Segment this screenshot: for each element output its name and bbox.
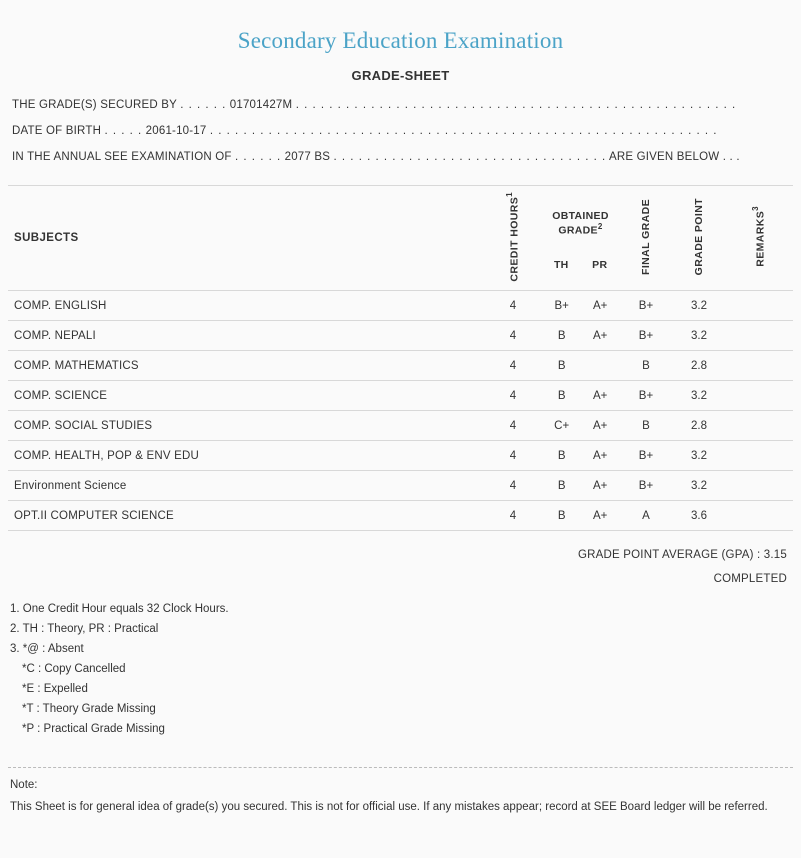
table-row: [8, 471, 793, 501]
obtained-grade-sup: 2: [597, 222, 603, 231]
obtained-grade-label-wrap: [542, 210, 619, 237]
table-header-row: [8, 186, 793, 291]
identity-dots-3b: . . . . . . . . . . . . . . . . . . . . . . . . . . . . . . . . .: [333, 151, 607, 163]
page-title: Secondary Education Examination: [237, 28, 564, 53]
cell-remarks: [725, 501, 793, 531]
identity-line-name: [8, 99, 793, 111]
cell-credit-hours: 4: [484, 471, 542, 501]
note-theory-missing: *T : Theory Grade Missing: [22, 703, 156, 715]
cell-remarks: [725, 411, 793, 441]
obtained-grade-label: OBTAINED GRADE: [552, 210, 609, 237]
note-absent: 3. *@ : Absent: [10, 643, 84, 655]
cell-credit-hours: 4: [484, 381, 542, 411]
column-header-final-grade: [619, 186, 673, 291]
table-row: [8, 441, 793, 471]
column-header-th: TH: [553, 258, 569, 271]
date-of-birth-value: 2061-10-17: [145, 125, 207, 137]
cell-theory-grade: B: [542, 351, 581, 381]
identity-line-exam: [8, 151, 793, 163]
identity-dots-3a: . . . . . .: [235, 151, 282, 163]
table-row: [8, 291, 793, 321]
column-header-obtained-grade: [542, 186, 619, 291]
cell-final-grade: B: [619, 411, 673, 441]
cell-subject: COMP. HEALTH, POP & ENV EDU: [8, 441, 484, 471]
cell-credit-hours: 4: [484, 321, 542, 351]
credit-hours-sup: 1: [505, 191, 515, 197]
note-th-pr: 2. TH : Theory, PR : Practical: [10, 623, 159, 635]
cell-grade-point: 2.8: [673, 351, 725, 381]
footer-divider: [8, 767, 793, 768]
cell-final-grade: B+: [619, 471, 673, 501]
cell-practical-grade: A+: [581, 501, 619, 531]
cell-practical-grade: A+: [581, 291, 619, 321]
exam-year-value: 2077 BS: [284, 151, 331, 163]
cell-grade-point: 3.2: [673, 471, 725, 501]
cell-remarks: [725, 291, 793, 321]
remarks-sup: 3: [751, 206, 761, 211]
cell-subject: COMP. NEPALI: [8, 321, 484, 351]
identity-dots-1a: . . . . . .: [180, 99, 227, 111]
final-grade-label: FINAL GRADE: [639, 198, 652, 275]
grades-table-head: [8, 186, 793, 291]
cell-practical-grade: A+: [581, 321, 619, 351]
note-credit-hour: 1. One Credit Hour equals 32 Clock Hours.: [10, 603, 229, 615]
cell-remarks: [725, 321, 793, 351]
cell-practical-grade: [581, 351, 619, 381]
column-header-grade-point: [673, 186, 725, 291]
table-row: [8, 501, 793, 531]
cell-subject: COMP. ENGLISH: [8, 291, 484, 321]
cell-remarks: [725, 471, 793, 501]
column-header-credit-hours: [484, 186, 542, 291]
cell-theory-grade: C+: [542, 411, 581, 441]
cell-remarks: [725, 381, 793, 411]
identity-label-dob: DATE OF BIRTH: [12, 125, 102, 137]
identity-label-name: THE GRADE(S) SECURED BY: [12, 99, 177, 111]
cell-grade-point: 3.2: [673, 441, 725, 471]
identity-dots-1b: . . . . . . . . . . . . . . . . . . . . . . . . . . . . . . . . . . . . . . . . . . . . . . . . . . . . .: [295, 99, 737, 111]
identity-line-dob: [8, 125, 793, 137]
table-row: [8, 351, 793, 381]
cell-theory-grade: B: [542, 381, 581, 411]
cell-grade-point: 3.6: [673, 501, 725, 531]
identity-tail-text: ARE GIVEN BELOW . . .: [608, 151, 740, 163]
cell-subject: Environment Science: [8, 471, 484, 501]
cell-final-grade: B+: [619, 381, 673, 411]
cell-remarks: [725, 441, 793, 471]
table-row: [8, 411, 793, 441]
cell-final-grade: B+: [619, 441, 673, 471]
cell-credit-hours: 4: [484, 501, 542, 531]
gpa-summary: GRADE POINT AVERAGE (GPA) : 3.15: [578, 549, 787, 561]
cell-credit-hours: 4: [484, 291, 542, 321]
note-copy-cancelled: *C : Copy Cancelled: [22, 663, 126, 675]
cell-theory-grade: B+: [542, 291, 581, 321]
identity-dots-2b: . . . . . . . . . . . . . . . . . . . . . . . . . . . . . . . . . . . . . . . . . . . . . . . . . . . . . . . . . . . . .: [209, 125, 718, 137]
identity-dots-2a: . . . . .: [104, 125, 143, 137]
cell-theory-grade: B: [542, 321, 581, 351]
cell-theory-grade: B: [542, 441, 581, 471]
cell-practical-grade: A+: [581, 441, 619, 471]
cell-grade-point: 3.2: [673, 291, 725, 321]
cell-practical-grade: A+: [581, 471, 619, 501]
credit-hours-label: CREDIT HOURS: [508, 196, 521, 282]
table-row: [8, 321, 793, 351]
note-practical-missing: *P : Practical Grade Missing: [22, 723, 165, 735]
symbol-number-value: 01701427M: [229, 99, 293, 111]
grade-point-label: GRADE POINT: [692, 197, 705, 276]
cell-credit-hours: 4: [484, 441, 542, 471]
cell-grade-point: 2.8: [673, 411, 725, 441]
column-header-subjects: SUBJECTS: [8, 186, 484, 291]
cell-subject: COMP. SOCIAL STUDIES: [8, 411, 484, 441]
footer-note-label: Note:: [10, 779, 38, 791]
legend-notes: [8, 599, 793, 739]
cell-subject: OPT.II COMPUTER SCIENCE: [8, 501, 484, 531]
obtained-grade-subheaders: [542, 259, 619, 271]
cell-remarks: [725, 351, 793, 381]
identity-label-exam: IN THE ANNUAL SEE EXAMINATION OF: [12, 151, 232, 163]
cell-practical-grade: A+: [581, 381, 619, 411]
cell-grade-point: 3.2: [673, 381, 725, 411]
cell-final-grade: B+: [619, 291, 673, 321]
column-header-remarks: [725, 186, 793, 291]
cell-practical-grade: A+: [581, 411, 619, 441]
cell-theory-grade: B: [542, 471, 581, 501]
cell-credit-hours: 4: [484, 411, 542, 441]
cell-subject: COMP. SCIENCE: [8, 381, 484, 411]
cell-theory-grade: B: [542, 501, 581, 531]
completion-status: COMPLETED: [713, 573, 787, 585]
cell-subject: COMP. MATHEMATICS: [8, 351, 484, 381]
table-row: [8, 381, 793, 411]
remarks-label: REMARKS: [754, 210, 767, 267]
note-expelled: *E : Expelled: [22, 683, 88, 695]
footer-note-text: This Sheet is for general idea of grade(s) you secured. This is not for official use. If any mistakes appear; record at SEE Board ledger will be referred.: [10, 801, 768, 813]
grades-table: [8, 185, 793, 531]
footer-note: [8, 776, 793, 816]
cell-final-grade: B: [619, 351, 673, 381]
column-header-pr: PR: [592, 258, 608, 271]
cell-credit-hours: 4: [484, 351, 542, 381]
grades-table-body: [8, 291, 793, 531]
cell-final-grade: B+: [619, 321, 673, 351]
cell-final-grade: A: [619, 501, 673, 531]
cell-grade-point: 3.2: [673, 321, 725, 351]
page-subtitle: GRADE-SHEET: [351, 68, 450, 83]
